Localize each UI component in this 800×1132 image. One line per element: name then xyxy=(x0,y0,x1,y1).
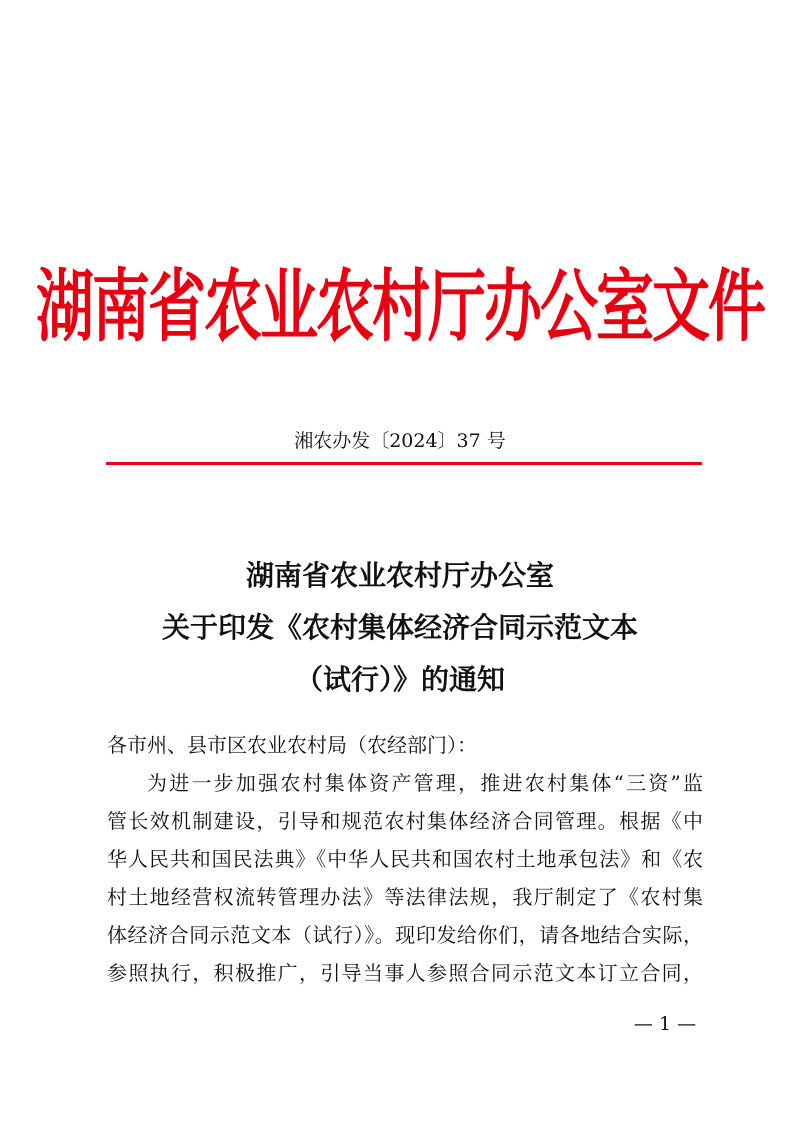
body-line: 体经济合同示范文本（试行）》。现印发给你们，请各地结合实际， xyxy=(107,923,703,947)
document-body xyxy=(107,726,703,992)
document-number: 湘农办发〔2024〕37 号 xyxy=(294,430,506,452)
body-line: 为进一步加强农村集体资产管理，推进农村集体“三资”监 xyxy=(147,771,703,795)
title-line-2: 关于印发《农村集体经济合同示范文本 xyxy=(161,611,638,644)
red-divider-rule xyxy=(106,462,702,465)
issuer-banner: 湖南省农业农村厅办公室文件 xyxy=(35,260,764,353)
body-line: 参照执行，积极推广，引导当事人参照合同示范文本订立合同， xyxy=(107,961,703,985)
salutation: 各市州、县市区农业农村局（农经部门）： xyxy=(107,733,477,757)
body-line: 管长效机制建设，引导和规范农村集体经济合同管理。根据《中 xyxy=(107,809,703,833)
body-line: 华人民共和国民法典》《中华人民共和国农村土地承包法》和《农 xyxy=(107,847,703,871)
title-line-1: 湖南省农业农村厅办公室 xyxy=(245,559,554,592)
document-title xyxy=(0,550,800,706)
body-line: 村土地经营权流转管理办法》等法律法规，我厅制定了《农村集 xyxy=(107,885,703,909)
page-number: — 1 — xyxy=(633,1013,697,1035)
title-line-3: （试行）》的通知 xyxy=(294,663,505,696)
